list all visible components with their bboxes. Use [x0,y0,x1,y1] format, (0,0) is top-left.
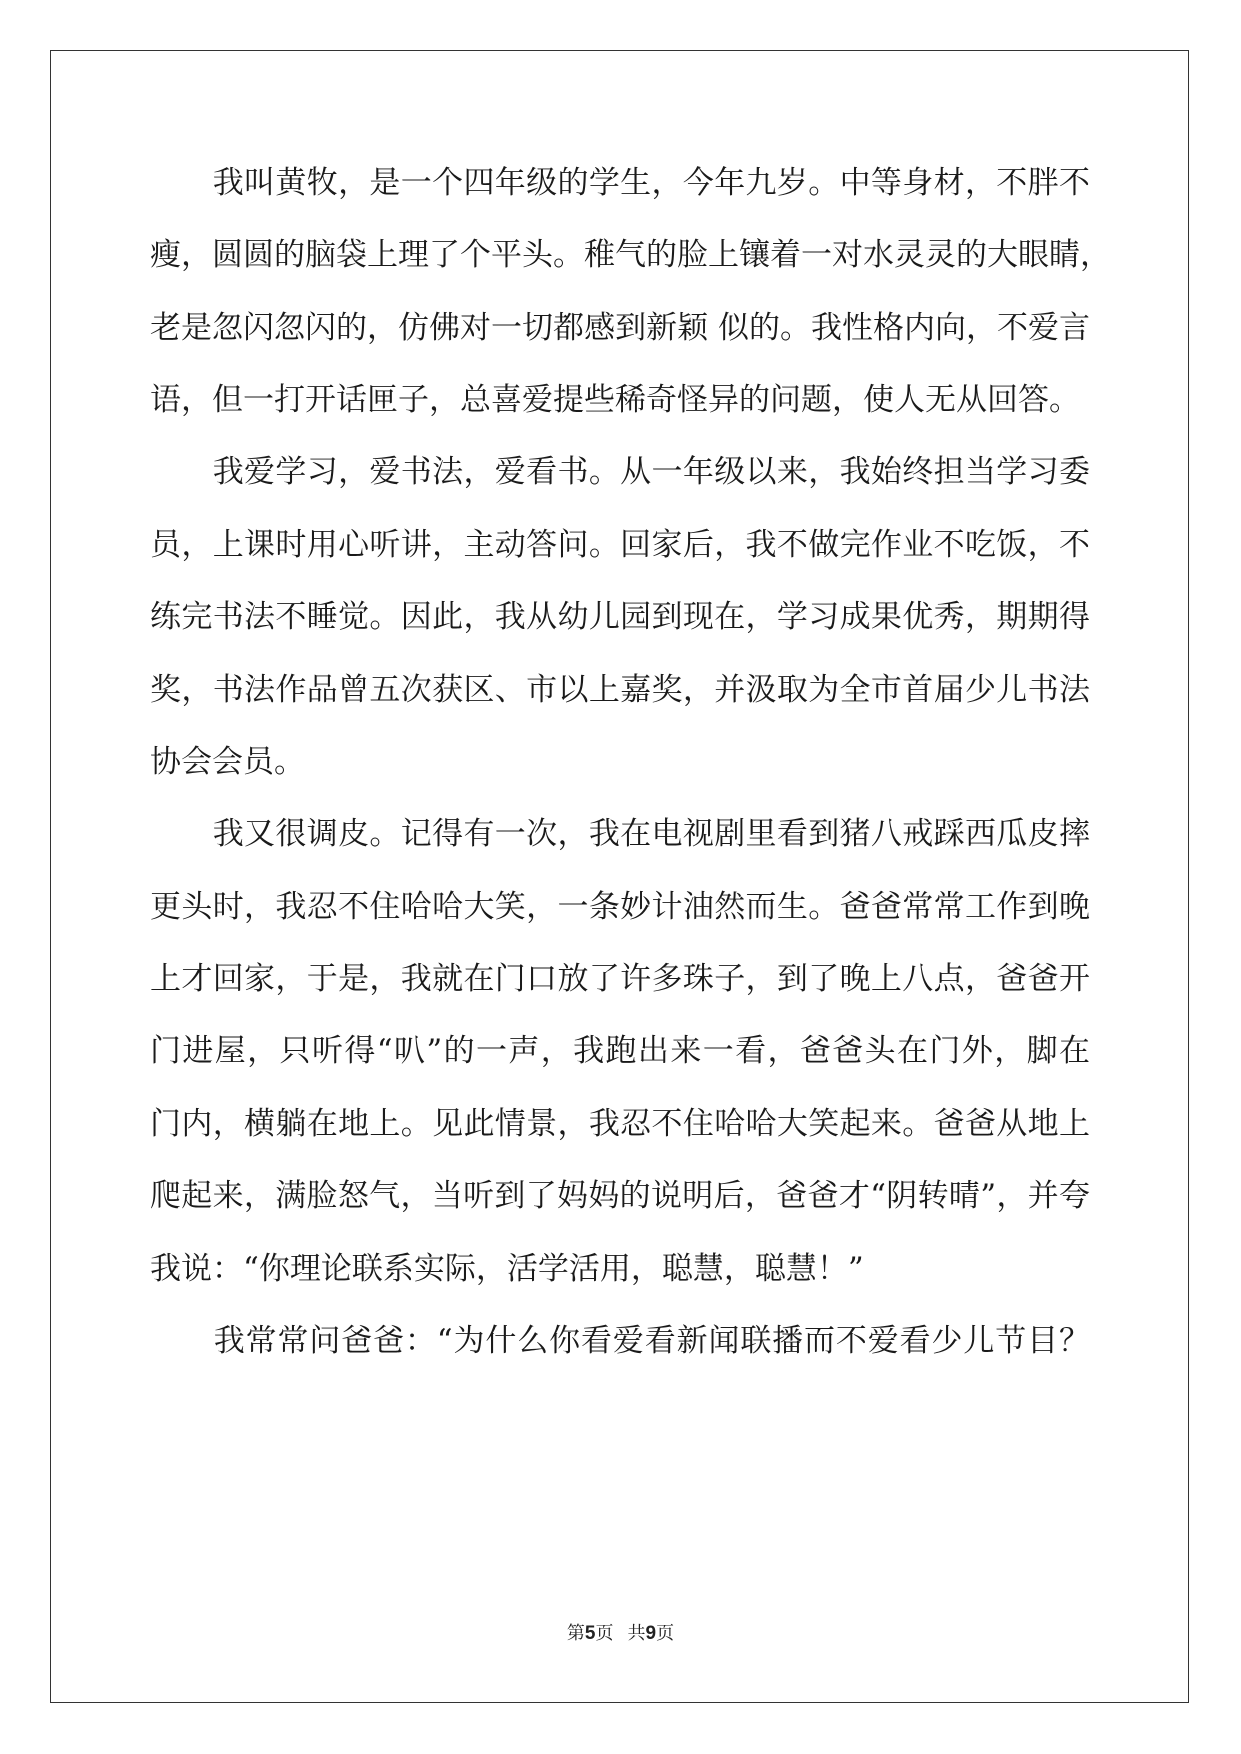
text-line: 员，上课时用心听讲，主动答问。回家后，我不做完作业不吃饭，不 [150,527,1090,563]
text-line: 我常常问爸爸：“为什么你看爱看新闻联播而不爱看少儿节目？ [150,1323,1090,1359]
total-pages: 9 [645,1623,657,1644]
text-line: 爬起来，满脸怒气，当听到了妈妈的说明后，爸爸才“阴转晴”，并夸 [150,1178,1090,1214]
text-line: 瘦，圆圆的脑袋上理了个平头。稚气的脸上镶着一对水灵灵的大眼睛， [150,237,1111,273]
text-line: 练完书法不睡觉。因此，我从幼儿园到现在，学习成果优秀，期期得 [150,599,1090,635]
text-line: 我叫黄牧，是一个四年级的学生，今年九岁。中等身材，不胖不 [150,165,1090,201]
page-number: 5 [584,1623,596,1644]
text-line: 门内，横躺在地上。见此情景，我忍不住哈哈大笑起来。爸爸从地上 [150,1106,1090,1142]
text-line: 协会会员。 [150,744,305,780]
total-suffix: 页 [656,1623,675,1644]
text-line: 上才回家，于是，我就在门口放了许多珠子，到了晚上八点，爸爸开 [150,961,1090,997]
page-prefix: 第 [566,1623,585,1644]
text-line: 我说：“你理论联系实际，活学活用，聪慧，聪慧！” [150,1251,864,1287]
total-prefix: 共 [627,1623,646,1644]
page-suffix: 页 [595,1623,614,1644]
text-line: 更头时，我忍不住哈哈大笑，一条妙计油然而生。爸爸常常工作到晚 [150,889,1090,925]
text-line: 奖，书法作品曾五次获区、市以上嘉奖，并汲取为全市首届少儿书法 [150,672,1090,708]
text-line: 老是忽闪忽闪的，仿佛对一切都感到新颖 似的。我性格内向，不爱言 [150,310,1090,346]
text-line: 我又很调皮。记得有一次，我在电视剧里看到猪八戒踩西瓜皮摔 [150,816,1090,852]
text-line: 语，但一打开话匣子，总喜爱提些稀奇怪异的问题，使人无从回答。 [150,382,1080,418]
text-line: 我爱学习，爱书法，爱看书。从一年级以来，我始终担当学习委 [150,454,1090,490]
page-border [50,50,1189,1703]
text-line: 门进屋，只听得“叭”的一声，我跑出来一看，爸爸头在门外，脚在 [150,1033,1090,1069]
page-footer [0,1622,1241,1646]
